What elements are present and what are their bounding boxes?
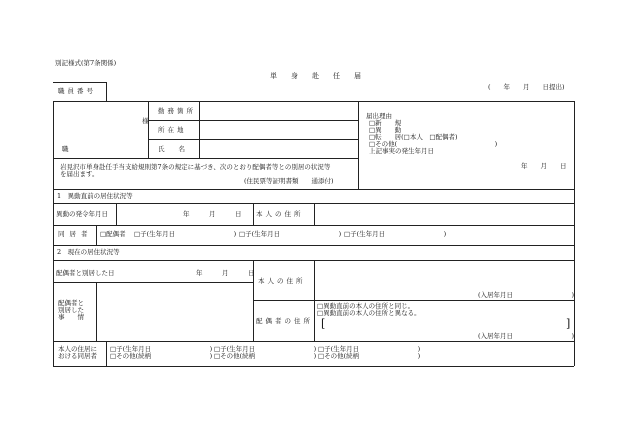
rule (314, 203, 315, 225)
cohab-child-3[interactable]: □子(生年月日 ) (344, 230, 447, 238)
current-cohab-label-2: おける同居者 (58, 352, 97, 360)
rule (53, 189, 574, 190)
rule (96, 225, 97, 245)
reason-label: 届出理由 (366, 112, 392, 120)
separation-date-label: 配偶者と別居した日 (56, 269, 115, 277)
current-child-1[interactable]: □子(生年月日 ) (110, 345, 213, 353)
self-address-label: 本人の住所 (256, 210, 304, 218)
current-child-2[interactable]: □子(生年月日 ) (214, 345, 317, 353)
move-in-date-2[interactable]: (入居年月日 ) (478, 332, 575, 340)
rule (116, 203, 117, 225)
sama-label: 様 (142, 117, 149, 125)
reason-transfer[interactable]: □異 動 (369, 126, 402, 134)
rule (253, 203, 254, 225)
staff-no-label: 職員番号 (58, 87, 96, 95)
current-child-3[interactable]: □子(生年月日 ) (318, 345, 421, 353)
cohab-child-1[interactable]: □子(生年月日 ) (134, 230, 237, 238)
cohabitant-label: 同居者 (58, 230, 93, 238)
spouse-diff-check[interactable]: □異動直前の本人の住所と異なる。 (317, 309, 421, 317)
cohab-child-2[interactable]: □子(生年月日 ) (239, 230, 342, 238)
current-other-2[interactable]: □その他(続柄 ) (214, 352, 317, 360)
occurrence-label: 上記事実の発生年月日 (369, 147, 434, 155)
bracket-open: [ (321, 317, 326, 330)
rule (106, 82, 107, 101)
rule (106, 341, 107, 366)
workplace-label: 勤務箇所 (158, 107, 196, 115)
spouse-address-label: 配偶者の住所 (256, 317, 313, 325)
rule (53, 341, 574, 342)
staff-label: 職 (62, 145, 69, 153)
current-cohab-label-1: 本人の住居に (58, 345, 97, 353)
statement: 岩見沢市単身赴任手当支給規則第7条の規定に基づき、次のとおり配偶者等との別居の状況等 (60, 163, 331, 171)
current-other-1[interactable]: □その他(続柄 ) (110, 352, 213, 360)
occurrence-date[interactable]: 年 月 日 (521, 162, 567, 170)
attachment-note: (住民票等証明書類 通添付) (244, 177, 334, 185)
section-1-title: 1 異動直前の居住状況等 (57, 192, 133, 200)
bracket-close: ] (566, 317, 571, 330)
section-2-title: 2 現在の居住状況等 (57, 248, 120, 256)
rule (53, 366, 574, 367)
order-date[interactable]: 年 月 日 (183, 210, 242, 218)
spouse-same-check[interactable]: □異動直前の本人の住所と同じ。 (317, 302, 415, 310)
order-date-label: 異動の発令年月日 (56, 210, 108, 218)
rule (53, 101, 54, 366)
separation-date[interactable]: 年 月 日 (196, 269, 255, 277)
reason-new[interactable]: □新 規 (369, 119, 402, 127)
name-label: 氏名 (158, 145, 199, 153)
rule (253, 300, 574, 301)
cohab-spouse-check[interactable]: □配偶者 (100, 230, 126, 238)
rule (53, 101, 574, 102)
rule (53, 82, 106, 83)
rule (53, 225, 574, 226)
rule (358, 101, 359, 189)
statement-2: を届出ます。 (60, 170, 99, 178)
current-other-3[interactable]: □その他(続柄 ) (318, 352, 421, 360)
rule (574, 101, 575, 366)
situation-label-1: 配偶者と (58, 299, 84, 307)
situation-label-2: 別居した (58, 306, 84, 314)
rule (53, 245, 574, 246)
page-title: 単身赴任届 (270, 72, 375, 80)
form-label: 別記様式(第7条関係) (55, 59, 117, 67)
address-label: 所在地 (158, 126, 187, 134)
reason-other[interactable]: □その他( ) (369, 140, 498, 148)
rule (148, 120, 358, 121)
rule (314, 260, 315, 341)
rule (53, 282, 253, 283)
reason-move[interactable]: □転 居(□本人 □配偶者) (369, 133, 458, 141)
move-in-date-1[interactable]: (入居年月日 ) (478, 291, 575, 299)
rule (148, 101, 149, 158)
submit-date[interactable]: ( 年 月 日提出) (488, 83, 565, 91)
rule (53, 158, 358, 159)
current-self-address-label: 本人の住所 (258, 277, 306, 285)
rule (96, 282, 97, 341)
rule (148, 139, 358, 140)
rule (199, 101, 200, 158)
situation-label-3: 事 情 (58, 313, 84, 321)
